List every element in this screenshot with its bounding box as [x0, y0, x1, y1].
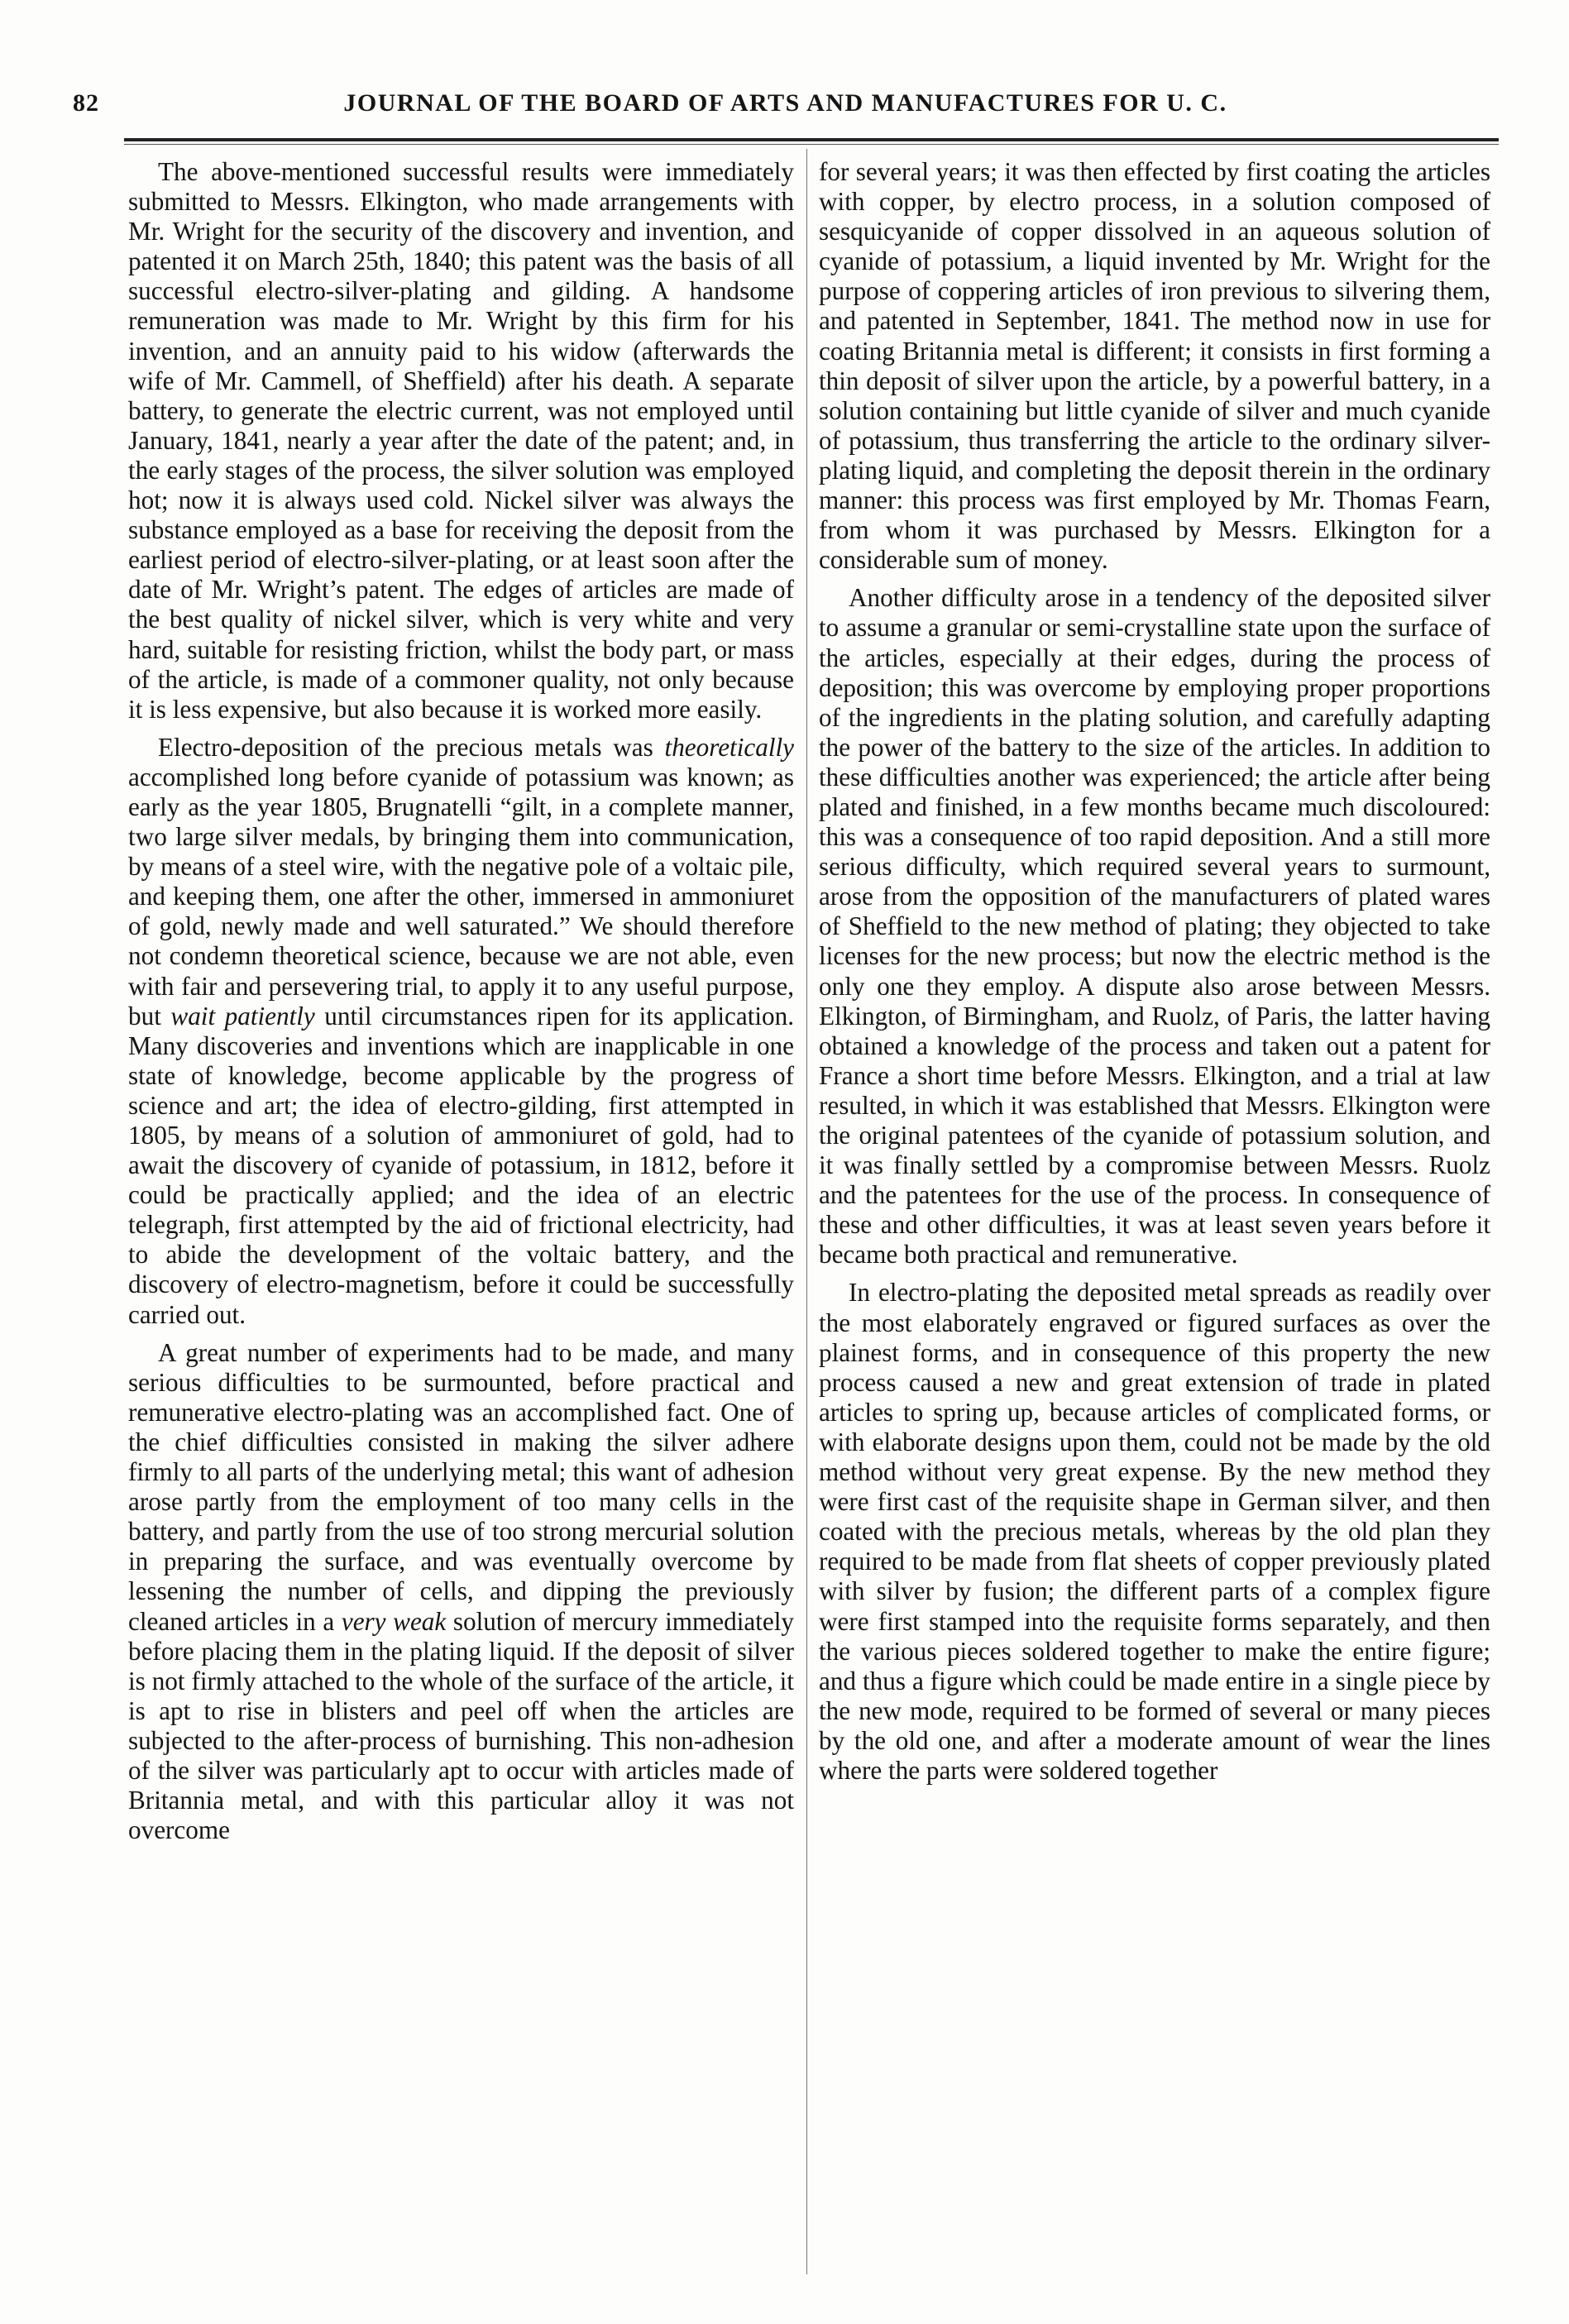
- page-header: [73, 83, 1498, 132]
- text-run: solution of mercury immediately before placing them in the plating liquid. If the deposit of silver is not firmly attached to the whole of the surface of the article, it is apt to rise in blisters and peel off when the articles are subjected to the after-process of burnishing. This non-adhesion of the silver was particularly apt to occur with articles made of Britannia metal, and with this particular alloy it was not overcome: [128, 1606, 795, 1845]
- paragraph-theoretical-science: [128, 733, 794, 1330]
- paragraph-difficulties: Another difficulty arose in a tendency of the deposited silver to assume a granular or semi-crystalline state upon the surface of the articles, especially at their edges, during the process of deposition; this was overcome by employing proper proportions of the ingredients in the plating solution, and carefully adapting the power of the battery to the size of the articles. In addition to these difficulties another was experienced; the article after being plated and finished, in a few months became much discoloured: this was a consequence of too rapid deposition. And a still more serious difficulty, which required several years to surmount, arose from the opposition of the manufacturers of plated wares of Sheffield to the new method of plating; they objected to take licenses for the new process; but now the electric method is the only one they employ. A dispute also arose between Messrs. Elkington, of Birmingham, and Ruolz, of Paris, the latter having obtained a knowledge of the process and taken out a patent for France a short time before Messrs. Elkington, and a trial at law resulted, in which it was established that Messrs. Elkington were the original patentees of the cyanide of potassium solution, and it was finally settled by a compromise between Messrs. Ruolz and the patentees for the use of the process. In consequence of these and other difficulties, it was at least seven years before it became both practical and remunerative.: [819, 583, 1490, 1270]
- emphasis-text: theoretically: [664, 732, 794, 762]
- emphasis-text: wait patiently: [170, 1001, 315, 1030]
- text-run: accomplished long before cyanide of potassium was known; as early as the year 1805, Brugnatelli “gilt, in a complete manner, two large silver medals, by bringing them into communication, by means of a steel wire, with the negative pole of a voltaic pile, and keeping them, one after the other, immersed in ammoniuret of gold, newly made and well saturated.” We should therefore not condemn theoretical science, because we are not able, even with fair and persevering trial, to apply it to any useful purpose, but: [128, 762, 794, 1030]
- emphasis-text: very weak: [341, 1606, 447, 1636]
- paragraph-patent: The above-mentioned successful results were immediately submitted to Messrs. Elkington, who made arrangements with Mr. Wright for the security of the discovery and invention, and patented it on March 25th, 1840; this patent was the basis of all successful electro-silver-plating and gilding. A handsome remuneration was made to Mr. Wright by this firm for his invention, and an annuity paid to his widow (afterwards the wife of Mr. Cammell, of Sheffield) after his death. A separate battery, to generate the electric current, was not employed until January, 1841, nearly a year after the date of the patent; and, in the early stages of the process, the silver solution was employed hot; now it is always used cold. Nickel silver was always the substance employed as a base for receiving the deposit from the earliest period of electro-silver-plating, or at least soon after the date of Mr. Wright’s patent. The edges of articles are made of the best quality of nickel silver, which is very white and very hard, suitable for resisting friction, whilst the body part, or mass of the article, is made of a commoner quality, not only because it is less expensive, but also because it is worked more easily.: [128, 157, 794, 724]
- text-run: Electro-deposition of the precious metals was: [158, 732, 653, 762]
- header-rule: [124, 138, 1499, 141]
- text-run: until circumstances ripen for its application. Many discoveries and inventions which are inapplicable in one state of knowledge, become applicable by the progress of science and art; the idea of electro-gilding, first attempted in 1805, by means of a solution of ammoniuret of gold, had to await the discovery of cyanide of potassium, in 1812, before it could be practically applied; and the idea of an electric telegraph, first attempted by the aid of frictional electricity, had to abide the development of the voltaic battery, and the discovery of electro-magnetism, before it could be successfully carried out.: [128, 1001, 795, 1329]
- page-number: 82: [73, 89, 99, 117]
- text-run: A great number of experiments had to be made, and many serious difficulties to be surmounted, before practical and remunerative electro-plating was an accomplished fact. One of the chief difficulties consisted in making the silver adhere firmly to all parts of the underlying metal; this want of adhesion arose partly from the employment of too many cells in the battery, and partly from the use of too strong mercurial solution in preparing the surface, and was eventually overcome by lessening the number of cells, and dipping the previously cleaned articles in a: [128, 1337, 794, 1636]
- header-rule-thin: [124, 144, 1499, 145]
- right-column: [819, 157, 1490, 1794]
- paragraph-britannia-metal: for several years; it was then effected by first coating the articles with copper, by electro process, in a solution composed of sesquicyanide of copper dissolved in an aqueous solution of cyanide of potassium, a liquid invented by Mr. Wright for the purpose of coppering articles of iron previous to silvering them, and patented in September, 1841. The method now in use for coating Britannia metal is different; it consists in first forming a thin deposit of silver upon the article, by a powerful battery, in a solution containing but little cyanide of silver and much cyanide of potassium, thus transferring the article to the ordinary silver-plating liquid, and completing the deposit therein in the ordinary manner: this process was first employed by Mr. Thomas Fearn, from whom it was purchased by Messrs. Elkington for a considerable sum of money.: [819, 157, 1490, 575]
- column-divider: [806, 149, 807, 2274]
- running-head: JOURNAL OF THE BOARD OF ARTS AND MANUFACTURES FOR U. C.: [343, 89, 1227, 117]
- paragraph-electro-plating: In electro-plating the deposited metal spreads as readily over the most elaborately engraved or figured surfaces as over the plainest forms, and in consequence of this property the new process caused a new and great extension of trade in plated articles to spring up, because articles of complicated forms, or with elaborate designs upon them, could not be made by the old method without very great expense. By the new method they were first cast of the requisite shape in German silver, and then coated with the precious metals, whereas by the old plan they required to be made from flat sheets of copper previously plated with silver by fusion; the different parts of a complex figure were first stamped into the requisite forms separately, and then the various pieces soldered together to make the entire figure; and thus a figure which could be made entire in a single piece by the new mode, required to be formed of several or many pieces by the old one, and after a moderate amount of wear the lines where the parts were soldered together: [819, 1278, 1490, 1785]
- paragraph-experiments: [128, 1338, 794, 1846]
- left-column: [128, 157, 794, 1853]
